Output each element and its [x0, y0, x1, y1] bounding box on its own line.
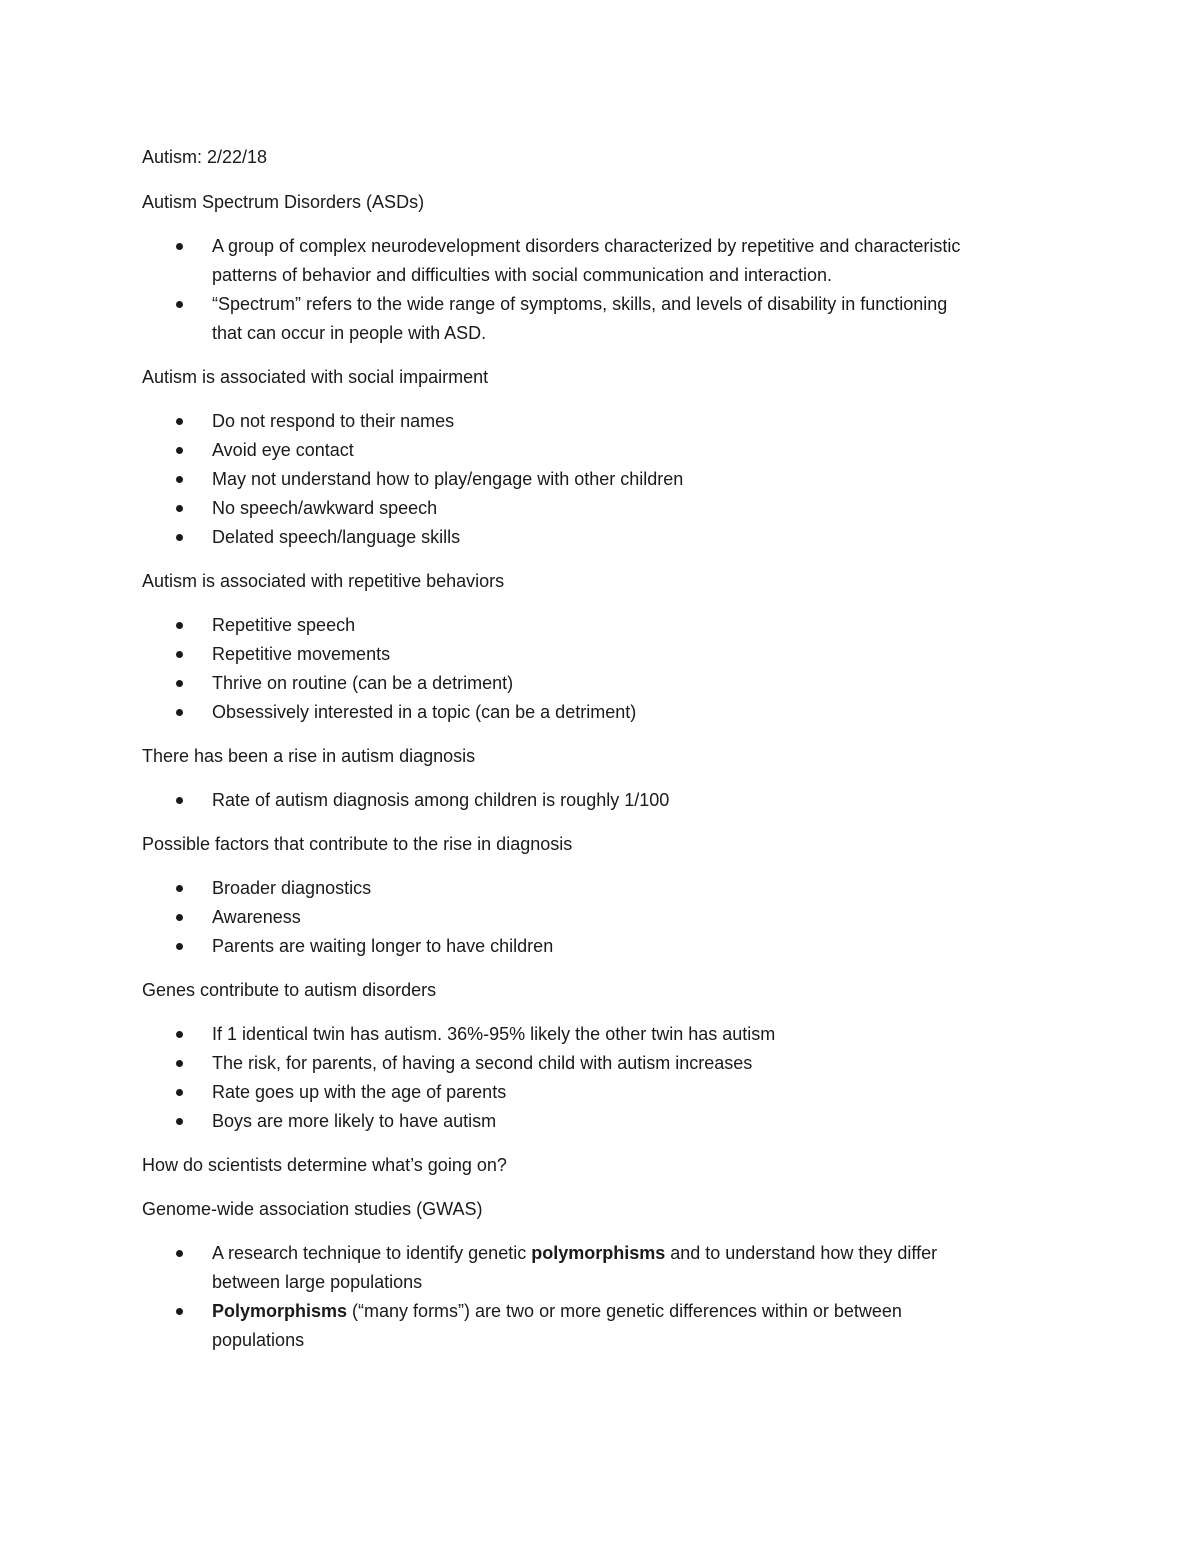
list-item-text: If 1 identical twin has autism. 36%-95% likely the other twin has autism: [212, 1024, 776, 1044]
bullet-list: [142, 1020, 1062, 1136]
bullet-icon: [176, 651, 183, 658]
list-item-text: No speech/awkward speech: [212, 498, 438, 518]
list-item: [142, 1020, 1062, 1049]
list-item-text: Parents are waiting longer to have children: [212, 936, 554, 956]
bullet-icon: [176, 1089, 183, 1096]
list-item-line: between large populations: [212, 1272, 423, 1292]
list-item: [142, 290, 1062, 348]
bullet-icon: [176, 797, 183, 804]
bullet-icon: [176, 680, 183, 687]
list-item-text: (“many forms”) are two or more genetic differences within or between: [347, 1301, 902, 1321]
bullet-icon: [176, 622, 183, 629]
list-item-line: populations: [212, 1330, 305, 1350]
bold-term: Polymorphisms: [212, 1301, 348, 1321]
bullet-icon: [176, 1308, 183, 1315]
section-heading: Autism is associated with social impairment: [142, 367, 489, 387]
list-item-text: Do not respond to their names: [212, 411, 455, 431]
bullet-icon: [176, 1250, 183, 1257]
bullet-icon: [176, 301, 183, 308]
section-heading: Genes contribute to autism disorders: [142, 980, 437, 1000]
list-item-text: Boys are more likely to have autism: [212, 1111, 497, 1131]
list-item: [142, 1078, 1062, 1107]
bullet-icon: [176, 505, 183, 512]
bullet-icon: [176, 243, 183, 250]
list-item: [142, 407, 1062, 436]
bullet-list: [142, 1239, 1062, 1355]
list-item: [142, 1297, 1062, 1355]
list-item-line: [212, 1239, 1062, 1268]
list-item-line: A group of complex neurodevelopment disorders characterized by repetitive and characteristic: [212, 236, 961, 256]
section-heading: How do scientists determine what’s going on?: [142, 1155, 507, 1175]
section-heading: Autism Spectrum Disorders (ASDs): [142, 192, 425, 212]
list-item: [142, 1049, 1062, 1078]
list-item-line: [212, 1297, 1062, 1326]
section-heading: Genome-wide association studies (GWAS): [142, 1199, 483, 1219]
list-item-text: May not understand how to play/engage with other children: [212, 469, 684, 489]
bullet-icon: [176, 1118, 183, 1125]
bullet-icon: [176, 943, 183, 950]
list-item-line: “Spectrum” refers to the wide range of symptoms, skills, and levels of disability in functioning: [212, 294, 948, 314]
bullet-icon: [176, 914, 183, 921]
bullet-icon: [176, 447, 183, 454]
bullet-icon: [176, 1031, 183, 1038]
list-item: [142, 698, 1062, 727]
bullet-icon: [176, 885, 183, 892]
list-item-text: Avoid eye contact: [212, 440, 354, 460]
list-item: [142, 903, 1062, 932]
bullet-list: [142, 786, 1062, 815]
bullet-list: [142, 407, 1062, 552]
list-item-text: Repetitive movements: [212, 644, 391, 664]
list-item: [142, 465, 1062, 494]
list-item: [142, 232, 1062, 290]
list-item: [142, 523, 1062, 552]
list-item: [142, 611, 1062, 640]
bullet-list: [142, 611, 1062, 727]
section-heading: Autism is associated with repetitive behaviors: [142, 571, 505, 591]
list-item: [142, 436, 1062, 465]
section-heading: Possible factors that contribute to the rise in diagnosis: [142, 834, 573, 854]
bullet-icon: [176, 709, 183, 716]
bullet-icon: [176, 476, 183, 483]
bullet-icon: [176, 418, 183, 425]
bold-term: polymorphisms: [531, 1243, 666, 1263]
list-item: [142, 1107, 1062, 1136]
list-item: [142, 494, 1062, 523]
list-item-text: The risk, for parents, of having a second child with autism increases: [212, 1053, 753, 1073]
list-item: [142, 669, 1062, 698]
list-item: [142, 1239, 1062, 1297]
document-body: [142, 143, 1062, 1370]
list-item-text: Thrive on routine (can be a detriment): [212, 673, 514, 693]
list-item-text: Repetitive speech: [212, 615, 356, 635]
list-item-text: and to understand how they differ: [665, 1243, 938, 1263]
list-item: [142, 640, 1062, 669]
list-item-line: patterns of behavior and difficulties with social communication and interaction.: [212, 265, 833, 285]
bullet-list: [142, 232, 1062, 348]
list-item-line: that can occur in people with ASD.: [212, 323, 487, 343]
list-item-text: Awareness: [212, 907, 301, 927]
bullet-icon: [176, 1060, 183, 1067]
list-item-text: Rate goes up with the age of parents: [212, 1082, 507, 1102]
list-item: [142, 786, 1062, 815]
bullet-icon: [176, 534, 183, 541]
bullet-list: [142, 874, 1062, 961]
list-item: [142, 874, 1062, 903]
list-item-text: Rate of autism diagnosis among children is roughly 1/100: [212, 790, 670, 810]
list-item-text: Obsessively interested in a topic (can be a detriment): [212, 702, 637, 722]
section-heading: There has been a rise in autism diagnosis: [142, 746, 476, 766]
document-title: Autism: 2/22/18: [142, 147, 268, 167]
list-item-text: Delated speech/language skills: [212, 527, 461, 547]
list-item: [142, 932, 1062, 961]
list-item-text: A research technique to identify genetic: [212, 1243, 532, 1263]
list-item-text: Broader diagnostics: [212, 878, 372, 898]
